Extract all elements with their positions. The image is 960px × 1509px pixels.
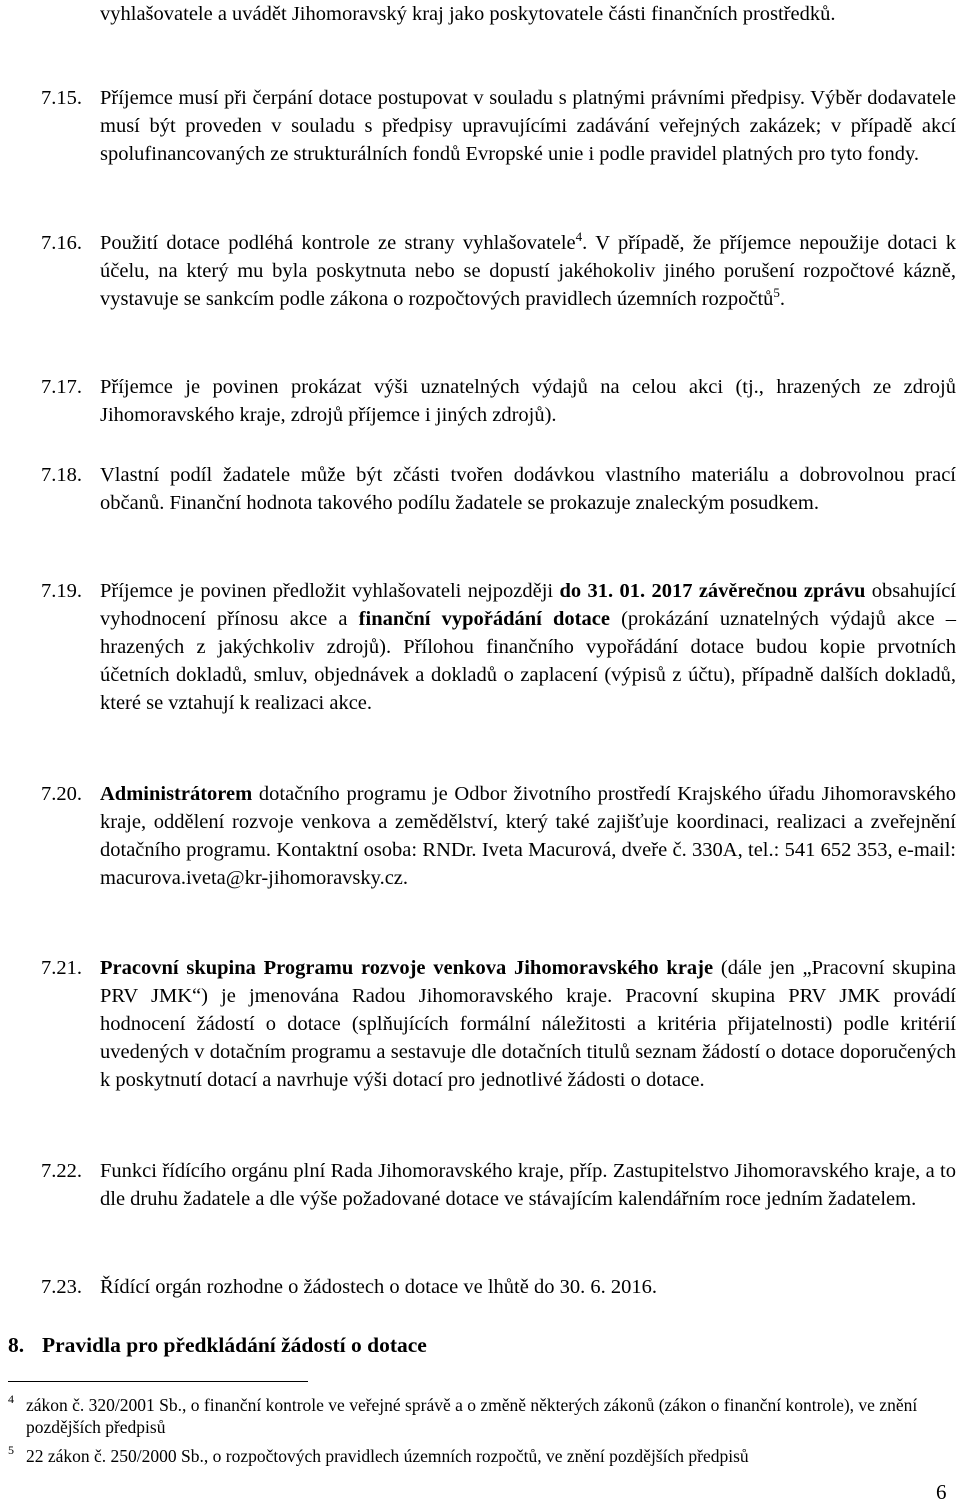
- footnote-number: 4: [8, 1392, 14, 1406]
- section-title: Pravidla pro předkládání žádostí o dotace: [42, 1333, 427, 1357]
- paragraph-number: 7.19.: [41, 580, 82, 602]
- text-run: Příjemce je povinen předložit vyhlašovateli nejpozději: [100, 580, 560, 602]
- footnote-text: zákon č. 320/2001 Sb., o finanční kontrole ve veřejné správě a o změně některých zákonů (zákon o finanční kontrole), ve znění pozdějších předpisů: [26, 1395, 918, 1437]
- paragraph-7-16: [41, 229, 956, 313]
- paragraph-text: Vlastní podíl žadatele může být zčásti tvořen dodávkou vlastního materiálu a dobrovolnou prací občanů. Finanční hodnota takového podílu žadatele se prokazuje znaleckým posudkem.: [100, 464, 956, 514]
- text-run: (dále jen „Pracovní skupina PRV JMK“) je jmenována Radou Jihomoravského kraje. Pracovní skupina PRV JMK provádí hodnocení žádostí o dotace (splňujících formální náležitosti a kritéria přijatelnosti) podle kritérií uvedených v dotačním programu a sestavuje dle dotačních titulů seznam žádostí o dotace doporučených k poskytnutí dotací a navrhuje výši dotací pro jednotlivé žádosti o dotace.: [100, 957, 956, 1091]
- bold-text: finanční vypořádání dotace: [358, 608, 610, 630]
- paragraph-text: Řídící orgán rozhodne o žádostech o dotace ve lhůtě do 30. 6. 2016.: [100, 1276, 657, 1298]
- paragraph-text: Příjemce musí při čerpání dotace postupovat v souladu s platnými právními předpisy. Výběr dodavatele musí být proveden v souladu s předpisy upravujícími zadávání veřejných zakázek; v případě akcí spolufinancovaných ze strukturálních fondů Evropské unie i podle pravidel platných pro tyto fondy.: [100, 87, 956, 165]
- paragraph-number: 7.17.: [41, 376, 82, 398]
- footnote-ref[interactable]: 4: [575, 229, 583, 245]
- section-heading: [8, 1331, 948, 1359]
- paragraph-7-17: [41, 373, 956, 429]
- paragraph-text: [100, 780, 956, 892]
- paragraph-7-21: [41, 954, 956, 1094]
- bold-text: Administrátorem: [100, 783, 253, 805]
- paragraph-number: 7.20.: [41, 783, 82, 805]
- footnote-4: [8, 1394, 956, 1438]
- page-number: 6: [936, 1480, 947, 1504]
- footnote-text: 22 zákon č. 250/2000 Sb., o rozpočtových pravidlech územních rozpočtů, ve znění pozdějších předpisů: [26, 1446, 749, 1466]
- paragraph-7-23: [41, 1273, 956, 1301]
- paragraph-7-22: [41, 1157, 956, 1213]
- continued-paragraph: [100, 0, 956, 28]
- bold-text: do 31. 01. 2017 závěrečnou zprávu: [559, 580, 866, 602]
- paragraph-number: 7.18.: [41, 464, 82, 486]
- footnote-separator: [8, 1381, 308, 1382]
- paragraph-number: 7.21.: [41, 957, 82, 979]
- bold-text: Pracovní skupina Programu rozvoje venkova Jihomoravského kraje: [100, 957, 714, 979]
- text-run: obsahující vyhodnocení přínosu akce a: [100, 580, 957, 630]
- paragraph-7-18: [41, 461, 956, 517]
- text-run: .: [779, 288, 786, 310]
- paragraph-text: [100, 954, 956, 1094]
- paragraph-number: 7.22.: [41, 1160, 82, 1182]
- paragraph-7-15: [41, 84, 956, 168]
- paragraph-text: Příjemce je povinen prokázat výši uznatelných výdajů na celou akci (tj., hrazených ze zdrojů Jihomoravského kraje, zdrojů příjemce i jiných zdrojů).: [100, 376, 956, 426]
- text-run: . V případě, že příjemce nepoužije dotaci k účelu, na který mu byla poskytnuta nebo se dopustí jakéhokoliv jiného porušení rozpočtové kázně, vystavuje se sankcím podle zákona o rozpočtových pravidlech územních rozpočtů: [100, 232, 957, 310]
- paragraph-7-20: [41, 780, 956, 892]
- text-run: Použití dotace podléhá kontrole ze strany vyhlašovatele: [100, 232, 576, 254]
- section-number: 8.: [8, 1333, 25, 1357]
- paragraph-7-19: [41, 577, 956, 717]
- paragraph-number: 7.23.: [41, 1276, 82, 1298]
- paragraph-number: 7.15.: [41, 87, 82, 109]
- paragraph-text: [100, 577, 956, 717]
- paragraph-number: 7.16.: [41, 232, 82, 254]
- footnote-5: [8, 1445, 956, 1467]
- paragraph-text: Funkci řídícího orgánu plní Rada Jihomoravského kraje, příp. Zastupitelstvo Jihomoravského kraje, a to dle druhu žadatele a dle výše požadované dotace ve stávajícím kalendářním roce jedním žadatelem.: [100, 1160, 956, 1210]
- paragraph-text: [100, 229, 956, 313]
- text-run: (prokázání uznatelných výdajů akce – hrazených z jakýchkoliv zdrojů). Přílohou finančního vypořádání dotace budou kopie prvotních účetních dokladů, smluv, objednávek a dokladů o zaplacení (výpisů z účtu), případně dalších dokladů, které se vztahují k realizaci akce.: [100, 608, 956, 714]
- text-run: dotačního programu je Odbor životního prostředí Krajského úřadu Jihomoravského kraje, oddělení rozvoje venkova a zemědělství, který také zajišťuje koordinaci, realizaci a zveřejnění dotačního programu. Kontaktní osoba: RNDr. Iveta Macurová, dveře č. 330A, tel.: 541 652 353, e-mail: macurova.iveta@kr-jihomoravsky.cz.: [100, 783, 956, 889]
- footnote-ref[interactable]: 5: [773, 285, 780, 301]
- footnote-number: 5: [8, 1443, 14, 1457]
- continued-text: vyhlašovatele a uvádět Jihomoravský kraj jako poskytovatele části finančních prostředků.: [100, 3, 836, 25]
